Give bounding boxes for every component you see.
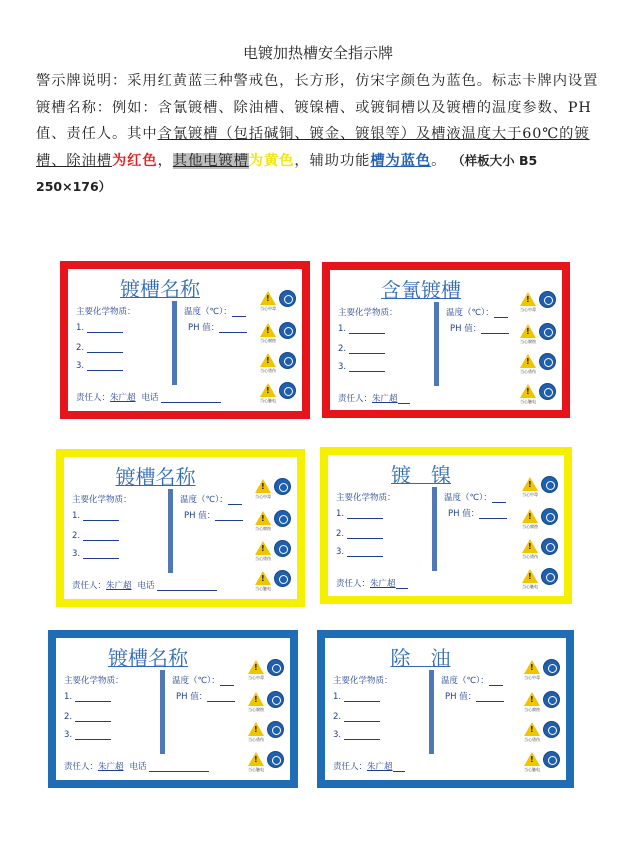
temp-label: 温度（℃）：: [444, 493, 492, 503]
divider-bar: [434, 302, 439, 386]
warning-caption: 当心腐蚀: [522, 524, 538, 529]
chem-label: 主要化学物质：: [64, 676, 124, 686]
ph-label: PH 值：: [176, 692, 208, 702]
responsible-label: 责任人：: [333, 762, 368, 772]
warning-triangle-icon: [522, 509, 538, 523]
ph-blank: [481, 325, 509, 334]
mandatory-circle-icon: [541, 476, 558, 493]
warning-triangle-icon: [520, 354, 536, 368]
mandatory-circle-icon: [267, 659, 284, 676]
card-title: 镀槽名称: [120, 277, 200, 301]
mandatory-circle-icon: [541, 568, 558, 585]
mandatory-circle-icon: [274, 570, 291, 587]
ph-blank: [479, 510, 507, 519]
item-1-blank: [83, 512, 119, 521]
warning-caption: 当心中毒: [260, 306, 276, 311]
warning-triangle-icon: [248, 722, 264, 736]
item-2-blank: [344, 713, 380, 722]
item-3-label: 3.: [72, 549, 81, 559]
sign-card: [48, 630, 298, 788]
warning-triangle-icon: [524, 660, 540, 674]
warning-caption: 当心烫伤: [520, 369, 536, 374]
chem-label: 主要化学物质：: [76, 307, 136, 317]
mandatory-circle-icon: [279, 352, 296, 369]
temp-blank: [494, 309, 508, 318]
mandatory-circle-icon: [274, 510, 291, 527]
other-tanks-text: 其他电镀槽: [172, 152, 249, 169]
mandatory-circle-icon: [541, 508, 558, 525]
item-1-label: 1.: [336, 509, 345, 519]
warning-caption: 当心烫伤: [260, 368, 276, 373]
warning-caption: 当心触电: [248, 767, 264, 772]
item-2-blank: [75, 713, 111, 722]
warning-triangle-icon: [520, 292, 536, 306]
item-2-blank: [87, 344, 123, 353]
item-3-blank: [349, 363, 385, 372]
mandatory-circle-icon: [539, 291, 556, 308]
description-paragraph: [36, 68, 601, 201]
chem-label: 主要化学物质：: [338, 308, 398, 318]
item-1-label: 1.: [333, 692, 342, 702]
warning-caption: 当心腐蚀: [255, 526, 271, 531]
responsible-label: 责任人：: [64, 762, 99, 772]
warning-caption: 当心腐蚀: [520, 339, 536, 344]
chem-label: 主要化学物质：: [72, 495, 132, 505]
description-text: 警示牌说明：采用红黄蓝三种警戒色，长方形，仿宋字颜色为蓝色。标志卡牌内设置镀槽名称：例如：含氰镀槽、除油槽、镀镍槽、或镀铜槽以及镀槽的温度参数、PH值、责任人。其中: [36, 73, 599, 142]
comma-text: ，: [157, 152, 173, 169]
warning-caption: 当心触电: [255, 586, 271, 591]
card-title: 除 油: [390, 646, 451, 670]
ph-blank: [207, 693, 235, 702]
item-1-label: 1.: [338, 324, 347, 334]
warning-caption: 当心中毒: [522, 492, 538, 497]
ph-blank: [476, 693, 504, 702]
warning-caption: 当心烫伤: [255, 556, 271, 561]
warning-triangle-icon: [248, 692, 264, 706]
card-title: 含氰镀槽: [381, 278, 461, 302]
sample-size-text: （样板大小 B5 250×176）: [36, 152, 550, 194]
period-text: 。: [431, 152, 447, 169]
item-1-blank: [344, 693, 380, 702]
warning-triangle-icon: [522, 477, 538, 491]
warning-caption: 当心中毒: [520, 307, 536, 312]
red-color-text: 为红色: [111, 152, 158, 169]
item-1-label: 1.: [76, 323, 85, 333]
item-3-blank: [344, 731, 380, 740]
ph-label: PH 值：: [448, 509, 480, 519]
item-2-label: 2.: [64, 712, 73, 722]
item-2-label: 2.: [333, 712, 342, 722]
warning-triangle-icon: [255, 541, 271, 555]
temp-blank: [489, 677, 503, 686]
item-3-label: 3.: [338, 362, 347, 372]
item-2-blank: [349, 345, 385, 354]
warning-triangle-icon: [522, 539, 538, 553]
item-3-blank: [347, 548, 383, 557]
temp-blank: [228, 496, 242, 505]
temp-blank: [220, 677, 234, 686]
temp-label: 温度（℃）：: [172, 676, 220, 686]
chem-label: 主要化学物质：: [336, 493, 396, 503]
warning-caption: 当心触电: [520, 399, 536, 404]
chem-label: 主要化学物质：: [333, 676, 393, 686]
responsible-label: 责任人：: [338, 394, 373, 404]
sign-card: [322, 262, 570, 418]
warning-caption: 当心腐蚀: [260, 338, 276, 343]
mandatory-circle-icon: [267, 721, 284, 738]
item-1-label: 1.: [64, 692, 73, 702]
card-title: 镀 镍: [391, 463, 451, 487]
mandatory-circle-icon: [279, 322, 296, 339]
mandatory-circle-icon: [539, 353, 556, 370]
warning-triangle-icon: [522, 569, 538, 583]
card-title: 镀槽名称: [115, 465, 196, 489]
mandatory-circle-icon: [543, 659, 560, 676]
item-3-label: 3.: [336, 547, 345, 557]
ph-blank: [215, 512, 243, 521]
mandatory-circle-icon: [274, 540, 291, 557]
warning-caption: 当心腐蚀: [248, 707, 264, 712]
phone-blank: [149, 763, 209, 772]
warning-caption: 当心触电: [260, 398, 276, 403]
mandatory-circle-icon: [541, 538, 558, 555]
item-1-blank: [349, 325, 385, 334]
warning-triangle-icon: [260, 291, 276, 305]
temp-label: 温度（℃）：: [180, 495, 228, 505]
item-1-blank: [87, 324, 123, 333]
ph-label: PH 值：: [188, 323, 220, 333]
yellow-color-text: 为黄色: [248, 152, 295, 169]
warning-caption: 当心烫伤: [524, 737, 540, 742]
item-1-blank: [75, 693, 111, 702]
auxiliary-text: ，辅助功能: [294, 152, 371, 169]
red-rule-text: 含氰镀槽（包括碱铜、镀金、镀银等）及槽液温度大于60℃的镀槽、除油槽: [36, 126, 590, 169]
item-1-blank: [347, 510, 383, 519]
phone-label: 电话: [129, 762, 147, 772]
warning-caption: 当心中毒: [248, 675, 264, 680]
mandatory-circle-icon: [543, 721, 560, 738]
responsible-label: 责任人：: [336, 579, 371, 589]
item-2-blank: [347, 530, 383, 539]
item-3-label: 3.: [64, 730, 73, 740]
responsible-person: 朱广超: [370, 579, 396, 589]
warning-triangle-icon: [255, 479, 271, 493]
sign-card: [320, 447, 572, 604]
mandatory-circle-icon: [267, 691, 284, 708]
phone-blank: [161, 394, 221, 403]
item-3-blank: [83, 550, 119, 559]
responsible-label: 责任人：: [72, 581, 107, 591]
divider-bar: [168, 489, 173, 573]
warning-triangle-icon: [255, 571, 271, 585]
divider-bar: [160, 670, 165, 754]
divider-bar: [172, 301, 177, 385]
mandatory-circle-icon: [267, 751, 284, 768]
warning-triangle-icon: [524, 752, 540, 766]
item-2-label: 2.: [76, 343, 85, 353]
temp-blank: [232, 308, 246, 317]
warning-triangle-icon: [524, 722, 540, 736]
item-2-blank: [83, 532, 119, 541]
person-underline: [398, 395, 410, 404]
warning-caption: 当心烫伤: [248, 737, 264, 742]
ph-label: PH 值：: [445, 692, 477, 702]
warning-triangle-icon: [520, 324, 536, 338]
warning-caption: 当心中毒: [524, 675, 540, 680]
card-title: 镀槽名称: [108, 646, 188, 670]
temp-label: 温度（℃）：: [441, 676, 489, 686]
phone-label: 电话: [137, 581, 155, 591]
sign-card: [317, 630, 574, 788]
warning-caption: 当心腐蚀: [524, 707, 540, 712]
warning-triangle-icon: [260, 353, 276, 367]
responsible-person: 朱广超: [106, 581, 132, 591]
divider-bar: [432, 487, 437, 571]
ph-blank: [219, 324, 247, 333]
responsible-person: 朱广超: [372, 394, 398, 404]
warning-caption: 当心中毒: [255, 494, 271, 499]
responsible-person: 朱广超: [110, 393, 136, 403]
warning-triangle-icon: [260, 383, 276, 397]
sign-card: [60, 261, 310, 419]
warning-triangle-icon: [248, 660, 264, 674]
warning-caption: 当心触电: [524, 767, 540, 772]
person-underline: [396, 580, 408, 589]
warning-triangle-icon: [524, 692, 540, 706]
temp-label: 温度（℃）：: [184, 307, 232, 317]
warning-triangle-icon: [255, 511, 271, 525]
warning-triangle-icon: [248, 752, 264, 766]
temp-blank: [492, 494, 506, 503]
mandatory-circle-icon: [279, 290, 296, 307]
warning-triangle-icon: [260, 323, 276, 337]
mandatory-circle-icon: [539, 323, 556, 340]
phone-blank: [157, 582, 217, 591]
mandatory-circle-icon: [279, 382, 296, 399]
blue-color-text: 槽为蓝色: [370, 152, 432, 169]
temp-label: 温度（℃）：: [446, 308, 494, 318]
item-3-label: 3.: [333, 730, 342, 740]
document-title: 电镀加热槽安全指示牌: [242, 44, 393, 62]
sign-card: [56, 449, 305, 607]
responsible-label: 责任人：: [76, 393, 111, 403]
item-2-label: 2.: [336, 529, 345, 539]
item-1-label: 1.: [72, 511, 81, 521]
warning-caption: 当心烫伤: [522, 554, 538, 559]
warning-caption: 当心触电: [522, 584, 538, 589]
divider-bar: [429, 670, 434, 754]
item-3-blank: [87, 362, 123, 371]
phone-label: 电话: [141, 393, 159, 403]
mandatory-circle-icon: [543, 691, 560, 708]
item-2-label: 2.: [72, 531, 81, 541]
item-3-label: 3.: [76, 361, 85, 371]
responsible-person: 朱广超: [98, 762, 124, 772]
responsible-person: 朱广超: [367, 762, 393, 772]
item-3-blank: [75, 731, 111, 740]
ph-label: PH 值：: [184, 511, 216, 521]
item-2-label: 2.: [338, 344, 347, 354]
warning-triangle-icon: [520, 384, 536, 398]
person-underline: [393, 763, 405, 772]
mandatory-circle-icon: [543, 751, 560, 768]
mandatory-circle-icon: [539, 383, 556, 400]
ph-label: PH 值：: [450, 324, 482, 334]
mandatory-circle-icon: [274, 478, 291, 495]
